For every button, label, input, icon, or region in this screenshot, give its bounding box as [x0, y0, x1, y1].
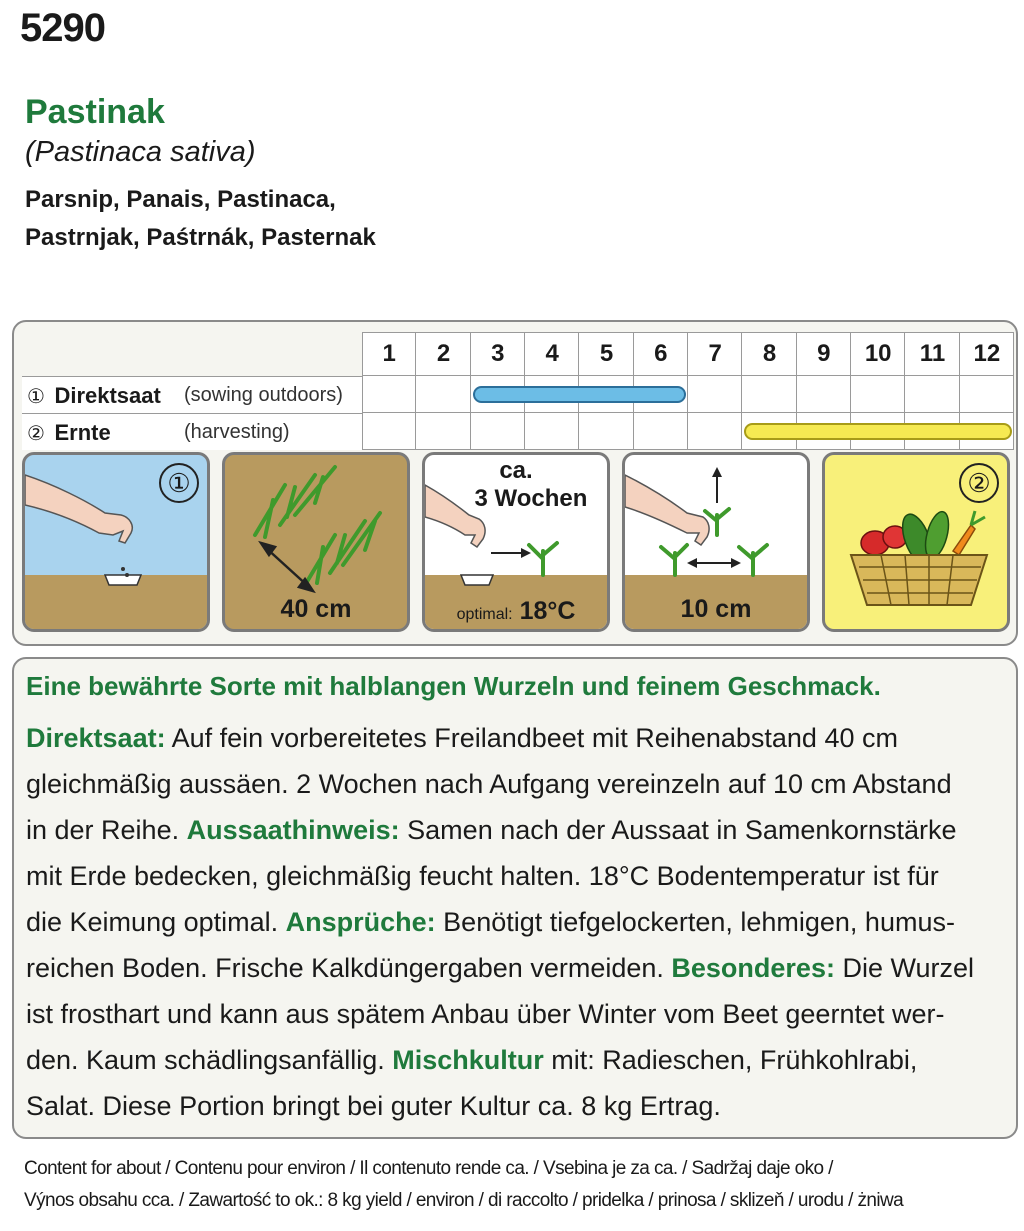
section-keyword: Ansprüche:: [285, 907, 436, 937]
calendar-cell: [960, 376, 1014, 413]
temperature-caption: optimal:: [456, 606, 513, 623]
month-label: 2: [436, 340, 451, 367]
sowing-info-panel: [12, 320, 1018, 646]
month-label: 3: [491, 340, 505, 367]
plant-name: Pastinak: [25, 93, 165, 131]
month-label: 6: [654, 340, 668, 367]
calendar-cell: [905, 376, 959, 413]
calendar-cell: [688, 413, 742, 450]
calendar-grid: [362, 332, 1014, 450]
month-label: 8: [762, 340, 777, 367]
description-text: den. Kaum schädlingsanfällig.: [26, 1045, 393, 1075]
step-number-badge: ②: [959, 463, 999, 503]
month-label: 10: [864, 340, 892, 367]
calendar-cell: [797, 376, 851, 413]
month-label: 9: [817, 340, 831, 367]
calendar-row-sowing: [22, 376, 362, 413]
latin-name: (Pastinaca sativa): [25, 136, 256, 168]
description-line: [26, 999, 944, 1030]
temperature-value: 18°C: [519, 597, 576, 625]
section-keyword: Besonderes:: [671, 953, 835, 983]
description-panel: [12, 657, 1018, 1139]
calendar-cell: [742, 376, 796, 413]
description-headline: Eine bewährte Sorte mit halblangen Wurzeln und feinem Geschmack.: [26, 671, 881, 701]
description-text: Benötigt tiefgelockerten, lehmigen, humus-: [435, 907, 955, 937]
sowing-period-bar: [473, 386, 686, 403]
description-line: [26, 723, 898, 754]
month-label: 1: [382, 340, 396, 367]
plant-spacing-label: 10 cm: [680, 595, 752, 623]
description-line: [26, 1045, 917, 1076]
description-text: mit Erde bedecken, gleichmäßig feucht halten. 18°C Bodentemperatur ist für: [26, 861, 939, 891]
row-number: ②: [27, 421, 45, 445]
footer-content-line-2: Výnos obsahu cca. / Zawartość to ok.: 8 kg yield / environ / di raccolto / pridelka / prinosa / sklizeň / urodu / żniwa: [24, 1190, 904, 1211]
description-text: gleichmäßig aussäen. 2 Wochen nach Aufgang vereinzeln auf 10 cm Abstand: [26, 769, 952, 799]
description-text: die Keimung optimal.: [26, 907, 286, 937]
calendar-row-harvest: [22, 413, 362, 450]
row-spacing-label: 40 cm: [280, 595, 352, 623]
description-text: in der Reihe.: [26, 815, 187, 845]
temperature-label: [425, 597, 607, 626]
footer-content-line-1: Content for about / Contenu pour environ / Il contenuto rende ca. / Vsebina je za ca. / Sadržaj daje oko /: [24, 1158, 833, 1179]
pictogram-row-spacing: [222, 452, 410, 632]
row-name: Direktsaat: [54, 383, 161, 408]
month-label: 11: [919, 340, 946, 367]
calendar-cell: [471, 413, 525, 450]
description-line: [26, 769, 952, 800]
description-text: Samen nach der Aussaat in Samenkornstärke: [399, 815, 957, 845]
description-text: Auf fein vorbereitetes Freilandbeet mit Reihenabstand 40 cm: [165, 723, 898, 753]
description-text: mit: Radieschen, Frühkohlrabi,: [543, 1045, 918, 1075]
description-line: [26, 953, 974, 984]
germination-text-1: ca.: [499, 457, 533, 484]
month-label: 5: [599, 340, 614, 367]
month-label: 4: [545, 340, 559, 367]
pictogram-sowing: [22, 452, 210, 632]
translations-line-2: Pastrnjak, Paśtrnák, Pasternak: [25, 224, 376, 251]
calendar-cell: [362, 413, 416, 450]
description-line: [26, 1091, 721, 1122]
pictogram-germination: [422, 452, 610, 632]
description-line: [26, 861, 939, 892]
article-number: 5290: [20, 6, 105, 50]
month-label: 12: [973, 340, 1001, 367]
description-text: Die Wurzel: [834, 953, 974, 983]
section-keyword: Aussaathinweis:: [186, 815, 400, 845]
description-text: reichen Boden. Frische Kalkdüngergaben vermeiden.: [26, 953, 672, 983]
description-text: Salat. Diese Portion bringt bei guter Kultur ca. 8 kg Ertrag.: [26, 1091, 721, 1121]
row-name: Ernte: [54, 420, 111, 445]
calendar-cell: [579, 413, 633, 450]
calendar-cell: [634, 413, 688, 450]
pictogram-harvest: [822, 452, 1010, 632]
calendar-cell: [688, 376, 742, 413]
calendar-cell: [362, 376, 416, 413]
description-line: [26, 907, 955, 938]
section-keyword: Direktsaat:: [26, 723, 166, 753]
translations-line-1: Parsnip, Panais, Pastinaca,: [25, 186, 336, 213]
germination-text-2: 3 Wochen: [474, 485, 588, 512]
sowing-calendar: [22, 332, 1014, 450]
calendar-cell: [525, 413, 579, 450]
harvest-period-bar: [744, 423, 1012, 440]
step-number-badge: ①: [159, 463, 199, 503]
pictogram-thinning: [622, 452, 810, 632]
section-keyword: Mischkultur: [392, 1045, 544, 1075]
calendar-cell: [416, 376, 470, 413]
calendar-cell: [416, 413, 470, 450]
row-translation: (harvesting): [184, 421, 290, 443]
row-number: ①: [27, 384, 45, 408]
description-text: ist frosthart und kann aus spätem Anbau über Winter vom Beet geerntet wer-: [26, 999, 945, 1029]
description-line: [26, 815, 956, 846]
month-label: 7: [708, 340, 722, 367]
calendar-cell: [851, 376, 905, 413]
row-translation: (sowing outdoors): [184, 384, 343, 406]
